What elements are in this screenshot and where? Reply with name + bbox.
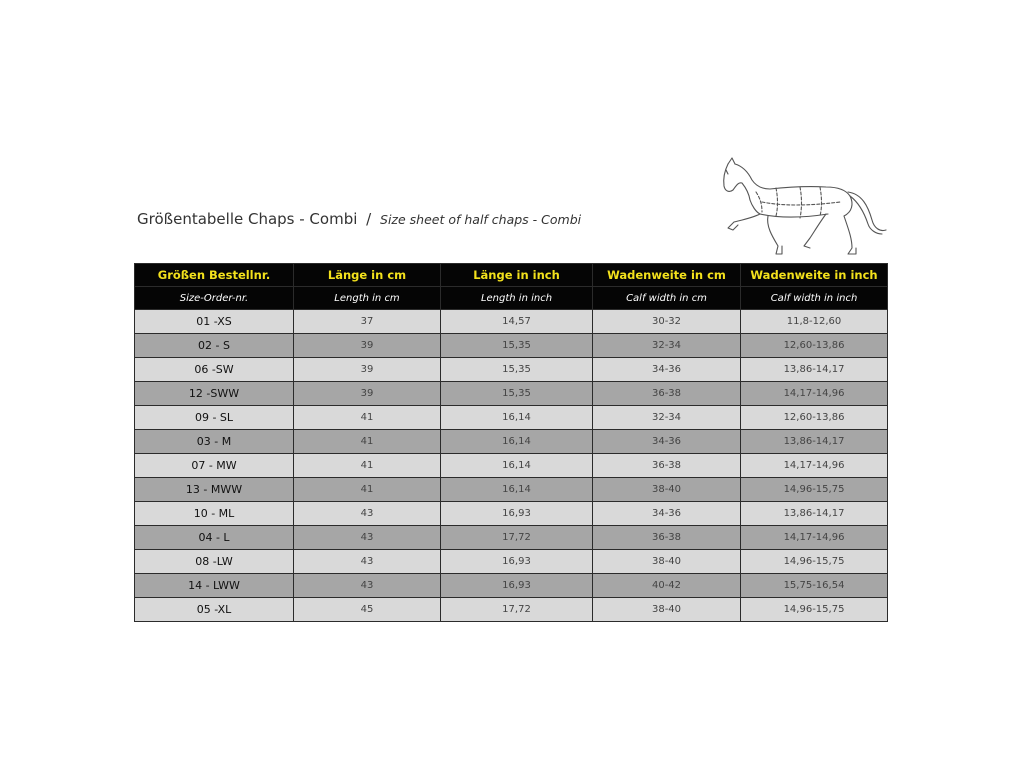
cell-size: 14 - LWW: [135, 574, 294, 598]
cell-size: 02 - S: [135, 334, 294, 358]
cell-calf-inch: 15,75-16,54: [741, 574, 888, 598]
cell-length-cm: 39: [294, 382, 441, 406]
cell-calf-inch: 14,96-15,75: [741, 478, 888, 502]
cell-length-cm: 41: [294, 406, 441, 430]
cell-calf-cm: 38-40: [593, 478, 741, 502]
cell-size: 13 - MWW: [135, 478, 294, 502]
cell-length-cm: 37: [294, 310, 441, 334]
header-calf-cm: Wadenweite in cm: [593, 264, 741, 287]
cell-calf-inch: 14,17-14,96: [741, 526, 888, 550]
cell-length-inch: 16,14: [441, 478, 593, 502]
cell-calf-cm: 38-40: [593, 598, 741, 622]
cell-calf-cm: 36-38: [593, 526, 741, 550]
subheader-length-inch: Length in inch: [441, 287, 593, 310]
table-header-row: [135, 264, 888, 287]
title-german: Größentabelle Chaps - Combi: [137, 210, 358, 228]
header-calf-inch: Wadenweite in inch: [741, 264, 888, 287]
table-row: [135, 310, 888, 334]
cell-calf-inch: 13,86-14,17: [741, 358, 888, 382]
cell-length-cm: 41: [294, 430, 441, 454]
cell-length-inch: 14,57: [441, 310, 593, 334]
cell-calf-cm: 36-38: [593, 382, 741, 406]
cell-length-inch: 16,14: [441, 406, 593, 430]
title-separator: /: [366, 210, 372, 228]
table-row: [135, 334, 888, 358]
size-table: [134, 263, 888, 622]
header-length-cm: Länge in cm: [294, 264, 441, 287]
cell-length-inch: 16,14: [441, 430, 593, 454]
cell-length-cm: 43: [294, 574, 441, 598]
cell-calf-cm: 32-34: [593, 406, 741, 430]
cell-length-inch: 16,93: [441, 574, 593, 598]
table-row: [135, 382, 888, 406]
table-row: [135, 358, 888, 382]
header-size-order: Größen Bestellnr.: [135, 264, 294, 287]
title-english: Size sheet of half chaps - Combi: [380, 212, 582, 227]
cell-length-inch: 17,72: [441, 526, 593, 550]
subheader-length-cm: Length in cm: [294, 287, 441, 310]
cell-size: 09 - SL: [135, 406, 294, 430]
table-subheader-row: [135, 287, 888, 310]
table-row: [135, 550, 888, 574]
cell-calf-inch: 12,60-13,86: [741, 406, 888, 430]
subheader-size-order: Size-Order-nr.: [135, 287, 294, 310]
cell-size: 10 - ML: [135, 502, 294, 526]
cell-length-cm: 43: [294, 526, 441, 550]
horse-illustration-icon: [716, 156, 892, 260]
cell-calf-cm: 32-34: [593, 334, 741, 358]
cell-calf-cm: 30-32: [593, 310, 741, 334]
cell-calf-cm: 36-38: [593, 454, 741, 478]
cell-calf-inch: 14,96-15,75: [741, 598, 888, 622]
cell-size: 05 -XL: [135, 598, 294, 622]
cell-size: 03 - M: [135, 430, 294, 454]
cell-calf-cm: 38-40: [593, 550, 741, 574]
cell-length-cm: 45: [294, 598, 441, 622]
table-row: [135, 454, 888, 478]
cell-size: 04 - L: [135, 526, 294, 550]
subheader-calf-inch: Calf width in inch: [741, 287, 888, 310]
cell-length-cm: 41: [294, 454, 441, 478]
cell-calf-inch: 12,60-13,86: [741, 334, 888, 358]
cell-calf-cm: 34-36: [593, 430, 741, 454]
cell-calf-cm: 34-36: [593, 502, 741, 526]
cell-length-cm: 41: [294, 478, 441, 502]
table-row: [135, 430, 888, 454]
cell-length-inch: 15,35: [441, 382, 593, 406]
cell-length-inch: 16,14: [441, 454, 593, 478]
cell-length-inch: 15,35: [441, 358, 593, 382]
cell-length-cm: 43: [294, 502, 441, 526]
cell-length-inch: 15,35: [441, 334, 593, 358]
table-row: [135, 598, 888, 622]
table-row: [135, 526, 888, 550]
cell-calf-cm: 40-42: [593, 574, 741, 598]
cell-size: 07 - MW: [135, 454, 294, 478]
cell-size: 08 -LW: [135, 550, 294, 574]
cell-size: 12 -SWW: [135, 382, 294, 406]
cell-calf-inch: 14,17-14,96: [741, 382, 888, 406]
cell-length-cm: 39: [294, 358, 441, 382]
cell-length-cm: 39: [294, 334, 441, 358]
subheader-calf-cm: Calf width in cm: [593, 287, 741, 310]
cell-calf-inch: 14,96-15,75: [741, 550, 888, 574]
cell-calf-inch: 13,86-14,17: [741, 430, 888, 454]
table-row: [135, 406, 888, 430]
cell-calf-inch: 13,86-14,17: [741, 502, 888, 526]
cell-size: 01 -XS: [135, 310, 294, 334]
cell-length-cm: 43: [294, 550, 441, 574]
cell-size: 06 -SW: [135, 358, 294, 382]
cell-calf-cm: 34-36: [593, 358, 741, 382]
cell-length-inch: 16,93: [441, 550, 593, 574]
cell-calf-inch: 14,17-14,96: [741, 454, 888, 478]
table-row: [135, 478, 888, 502]
table-row: [135, 502, 888, 526]
table-row: [135, 574, 888, 598]
page-title: [137, 210, 581, 228]
cell-calf-inch: 11,8-12,60: [741, 310, 888, 334]
header-length-inch: Länge in inch: [441, 264, 593, 287]
cell-length-inch: 16,93: [441, 502, 593, 526]
cell-length-inch: 17,72: [441, 598, 593, 622]
